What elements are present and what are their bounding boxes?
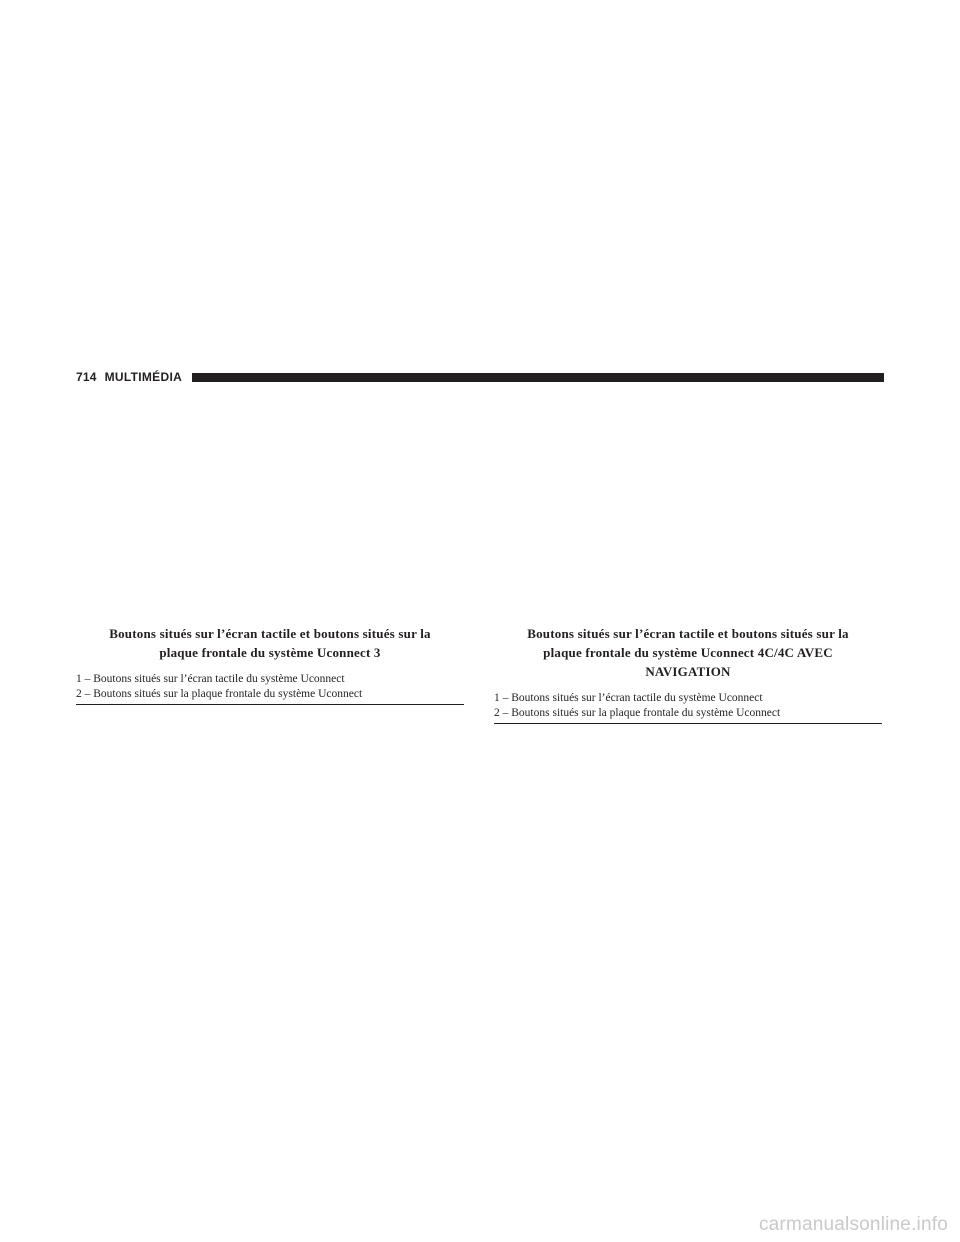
section-title: MULTIMÉDIA [104,370,183,384]
watermark: carmanualsonline.info [758,1214,948,1235]
caption-title-line-1: Boutons situés sur l’écran tactile et boutons situés sur la [527,626,849,641]
legend-item: 1 – Boutons situés sur l’écran tactile du système Uconnect [76,673,345,685]
page-number: 714 [76,370,97,384]
legend-item: 2 – Boutons situés sur la plaque frontale du système Uconnect [76,688,363,700]
page-header [76,366,884,388]
figure-caption-uconnect-3 [76,624,464,705]
caption-title [76,624,464,662]
caption-legend-list [494,691,882,724]
caption-title-line-2: plaque frontale du système Uconnect 3 [159,645,381,660]
legend-item: 2 – Boutons situés sur la plaque frontale du système Uconnect [494,707,781,719]
header-rule [192,373,884,382]
figure-caption-uconnect-4c [494,624,882,724]
caption-title-line-3: NAVIGATION [645,664,731,679]
caption-title-line-1: Boutons situés sur l’écran tactile et boutons situés sur la [109,626,431,641]
legend-item: 1 – Boutons situés sur l’écran tactile du système Uconnect [494,692,763,704]
caption-title-line-2: plaque frontale du système Uconnect 4C/4C AVEC [543,645,833,660]
caption-title [494,624,882,681]
caption-legend-list [76,672,464,705]
